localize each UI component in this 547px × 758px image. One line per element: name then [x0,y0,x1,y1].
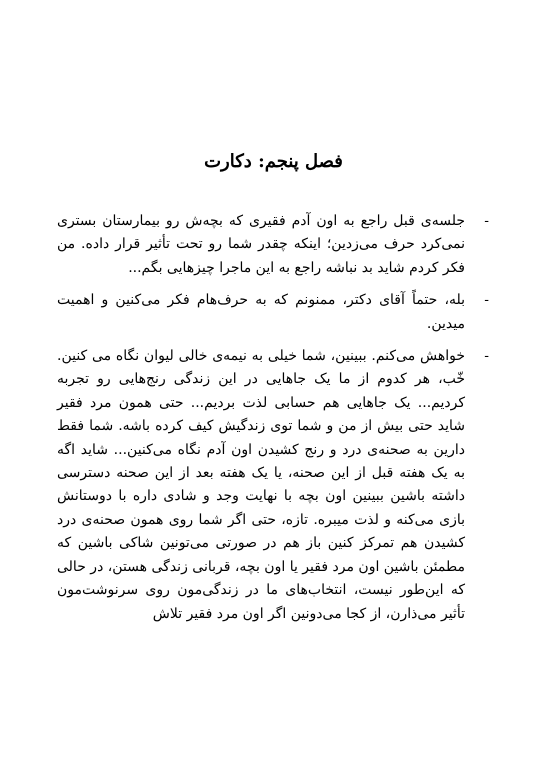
dialogue-line [57,345,489,626]
dialogue-line [57,289,489,336]
dialogue-dash: - [484,292,489,309]
dialogue-text: بله، حتماً آقای دکتر، ممنونم که به حرف‌هام فکر می‌کنین و اهمیت میدین. [57,292,465,332]
dialogue-line [57,210,489,280]
dialogue-list [57,210,489,635]
dialogue-text: جلسه‌ی قبل راجع به اون آدم فقیری که بچه‌ش رو بیمارستان بستری نمی‌کرد حرف می‌زدین؛ اینکه چقدر شما رو تحت تأثیر قرار داده. من فکر کردم شاید بد نباشه راجع به این ماجرا چیزهایی بگم... [57,213,465,276]
dialogue-dash: - [484,213,489,229]
dialogue-text: خواهش می‌کنم. ببینین، شما خیلی به نیمه‌ی خالی لیوان نگاه می کنین. خّب، هر کدوم از ما یک جاهایی در این زندگی رنج‌هایی رو تجربه کردیم... یک جاهایی هم حسابی لذت بردیم... حتی همون مرد فقیر شاید حتی بیش از من و شما توی زندگیش کیف کرده باشه. شما فقط دارین به صحنه‌ی درد و رنج کشیدن اون آدم نگاه می‌کنین... شاید اگه به یک هفته قبل از این صحنه، یا یک هفته بعد از این صحنه دسترسی داشته باشین ببینین اون بچه با نهایت وجد و شادی داره با دوستانش بازی می‌کنه و لذت میبره. تازه، حتی اگر شما روی همون صحنه‌ی درد کشیدن هم تمرکز کنین باز هم در صورتی می‌تونین شاکی باشین که مطمئن باشین اون مرد فقیر یا اون بچه، قربانی زندگی هستن، در حالی که این‌طور نیست، انتخاب‌های ما در زندگی‌مون روی سرنوشت‌مون تأثیر می‌ذارن، از کجا می‌دونین اگر اون مرد فقیر تلاش [57,348,465,622]
dialogue-dash: - [484,348,489,365]
chapter-title: فصل پنجم: دکارت [204,151,343,172]
